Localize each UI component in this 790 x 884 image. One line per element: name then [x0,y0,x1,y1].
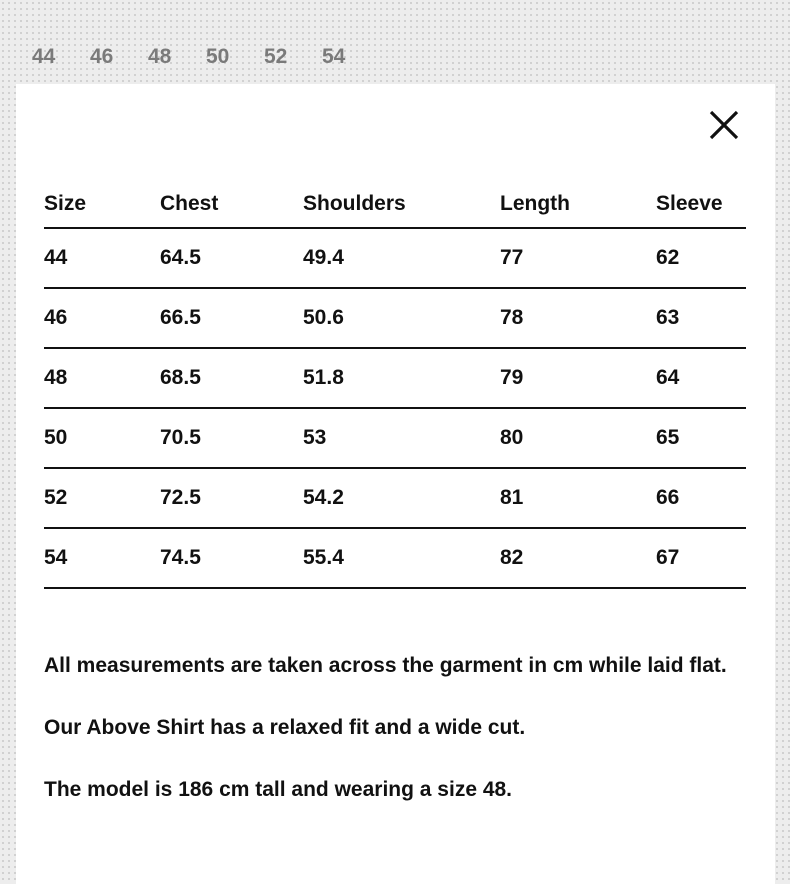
header-length: Length [500,180,656,228]
table-row [44,468,746,528]
size-guide-modal [16,84,775,884]
cell-shoulders: 50.6 [303,288,500,348]
measurement-note: All measurements are taken across the garment in cm while laid flat. [44,654,727,677]
cell-size: 52 [44,468,160,528]
header-size: Size [44,180,160,228]
fit-description-note: Our Above Shirt has a relaxed fit and a wide cut. [44,716,526,739]
cell-shoulders: 51.8 [303,348,500,408]
header-shoulders: Shoulders [303,180,500,228]
size-selector [32,42,380,72]
fit-notes [44,650,744,836]
cell-sleeve: 63 [656,288,746,348]
model-size-note: The model is 186 cm tall and wearing a size 48. [44,778,513,801]
header-chest: Chest [160,180,303,228]
cell-chest: 66.5 [160,288,303,348]
table-row [44,408,746,468]
cell-size: 46 [44,288,160,348]
cell-length: 79 [500,348,656,408]
cell-length: 80 [500,408,656,468]
cell-sleeve: 66 [656,468,746,528]
cell-chest: 68.5 [160,348,303,408]
cell-chest: 70.5 [160,408,303,468]
cell-shoulders: 49.4 [303,228,500,288]
cell-length: 82 [500,528,656,588]
size-option-52[interactable]: 52 [264,45,288,68]
size-option-50[interactable]: 50 [206,45,230,68]
table-row [44,288,746,348]
cell-size: 54 [44,528,160,588]
close-icon [707,108,741,142]
header-sleeve: Sleeve [656,180,746,228]
size-option-44[interactable]: 44 [32,45,56,68]
cell-sleeve: 65 [656,408,746,468]
cell-size: 48 [44,348,160,408]
table-header-row [44,180,746,228]
cell-chest: 74.5 [160,528,303,588]
cell-chest: 64.5 [160,228,303,288]
size-option-46[interactable]: 46 [90,45,114,68]
cell-length: 77 [500,228,656,288]
cell-sleeve: 62 [656,228,746,288]
cell-length: 78 [500,288,656,348]
cell-chest: 72.5 [160,468,303,528]
cell-size: 44 [44,228,160,288]
cell-shoulders: 55.4 [303,528,500,588]
close-button[interactable] [707,108,741,142]
cell-shoulders: 53 [303,408,500,468]
table-row [44,348,746,408]
cell-shoulders: 54.2 [303,468,500,528]
cell-sleeve: 67 [656,528,746,588]
cell-length: 81 [500,468,656,528]
cell-sleeve: 64 [656,348,746,408]
table-row [44,528,746,588]
table-row [44,228,746,288]
size-option-48[interactable]: 48 [148,45,172,68]
cell-size: 50 [44,408,160,468]
size-chart-table [44,180,746,589]
size-option-54[interactable]: 54 [322,45,346,68]
